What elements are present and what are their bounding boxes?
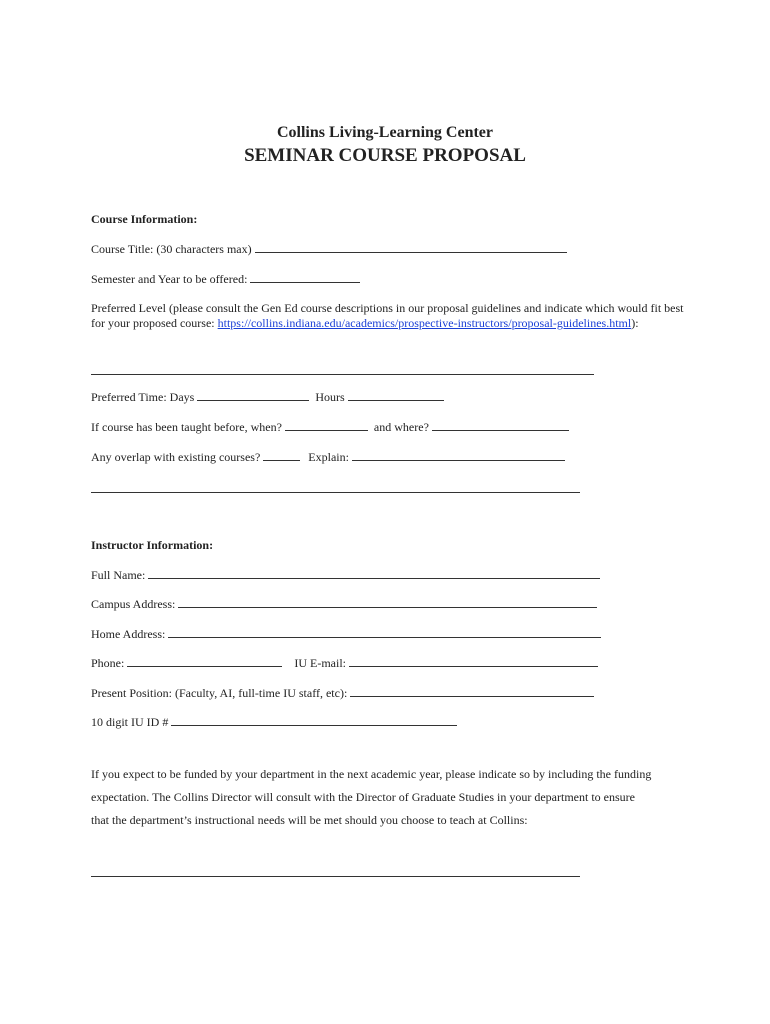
overlap-row xyxy=(91,449,565,465)
phone-row xyxy=(91,655,598,671)
email-field[interactable] xyxy=(349,655,598,667)
position-row xyxy=(91,685,594,701)
guidelines-link[interactable]: https://collins.indiana.edu/academics/prospective-instructors/proposal-guidelines.html xyxy=(217,316,632,330)
preferred-level-end: ): xyxy=(631,316,639,330)
days-field[interactable] xyxy=(197,389,309,401)
email-label: IU E-mail: xyxy=(294,656,346,670)
hours-field[interactable] xyxy=(348,389,444,401)
where-label: and where? xyxy=(373,420,429,434)
semester-label: Semester and Year to be offered: xyxy=(91,272,248,286)
funding-line-1: If you expect to be funded by your department in the next academic year, please indicate so by including the funding xyxy=(91,767,652,781)
days-label: Preferred Time: Days xyxy=(91,390,195,404)
course-title-field[interactable] xyxy=(255,241,567,253)
name-row xyxy=(91,567,600,583)
phone-field[interactable] xyxy=(127,655,282,667)
time-row xyxy=(91,389,444,405)
page-title xyxy=(0,145,770,167)
page-title-text: SEMINAR COURSE PROPOSAL xyxy=(244,145,526,166)
explain-row-2 xyxy=(91,481,580,497)
home-field[interactable] xyxy=(168,626,601,638)
course-title-label: Course Title: (30 characters max) xyxy=(91,242,252,256)
home-label: Home Address: xyxy=(91,627,166,641)
explain-field[interactable] xyxy=(352,449,565,461)
hours-label: Hours xyxy=(315,390,345,404)
campus-row xyxy=(91,596,597,612)
campus-field[interactable] xyxy=(178,596,597,608)
phone-label: Phone: xyxy=(91,656,125,670)
campus-label: Campus Address: xyxy=(91,597,176,611)
taught-label: If course has been taught before, when? xyxy=(91,420,282,434)
taught-where-field[interactable] xyxy=(432,419,569,431)
explain-label: Explain: xyxy=(308,450,349,464)
name-field[interactable] xyxy=(148,567,600,579)
taught-row xyxy=(91,419,569,435)
instructor-info-heading: Instructor Information: xyxy=(91,538,214,552)
course-info-heading: Course Information: xyxy=(91,212,198,226)
org-name: Collins Living-Learning Center xyxy=(276,124,493,141)
preferred-level-field[interactable] xyxy=(91,363,594,375)
home-row xyxy=(91,626,601,642)
iu-id-field[interactable] xyxy=(171,714,457,726)
taught-when-field[interactable] xyxy=(285,419,368,431)
iu-id-row xyxy=(91,714,457,730)
course-title-row xyxy=(91,241,567,257)
position-label: Present Position: (Faculty, AI, full-time IU staff, etc): xyxy=(91,686,348,700)
overlap-field[interactable] xyxy=(263,449,300,461)
iu-id-label: 10 digit IU ID # xyxy=(91,715,169,729)
semester-row xyxy=(91,271,360,287)
explain-field-2[interactable] xyxy=(91,481,580,493)
funding-row xyxy=(91,865,580,881)
overlap-label: Any overlap with existing courses? xyxy=(91,450,261,464)
preferred-level-label: Preferred Level (please consult the Gen Ed course descriptions in our proposal guidelines and indicate which would fit best for your proposed course: xyxy=(91,301,684,330)
name-label: Full Name: xyxy=(91,568,146,582)
level-row xyxy=(91,363,594,379)
position-field[interactable] xyxy=(350,685,594,697)
semester-field[interactable] xyxy=(250,271,360,283)
funding-field[interactable] xyxy=(91,865,580,877)
preferred-level-text xyxy=(91,301,691,331)
funding-line-2: expectation. The Collins Director will consult with the Director of Graduate Studies in your department to ensure xyxy=(91,790,635,804)
funding-line-3: that the department’s instructional needs will be met should you choose to teach at Collins: xyxy=(91,813,528,827)
